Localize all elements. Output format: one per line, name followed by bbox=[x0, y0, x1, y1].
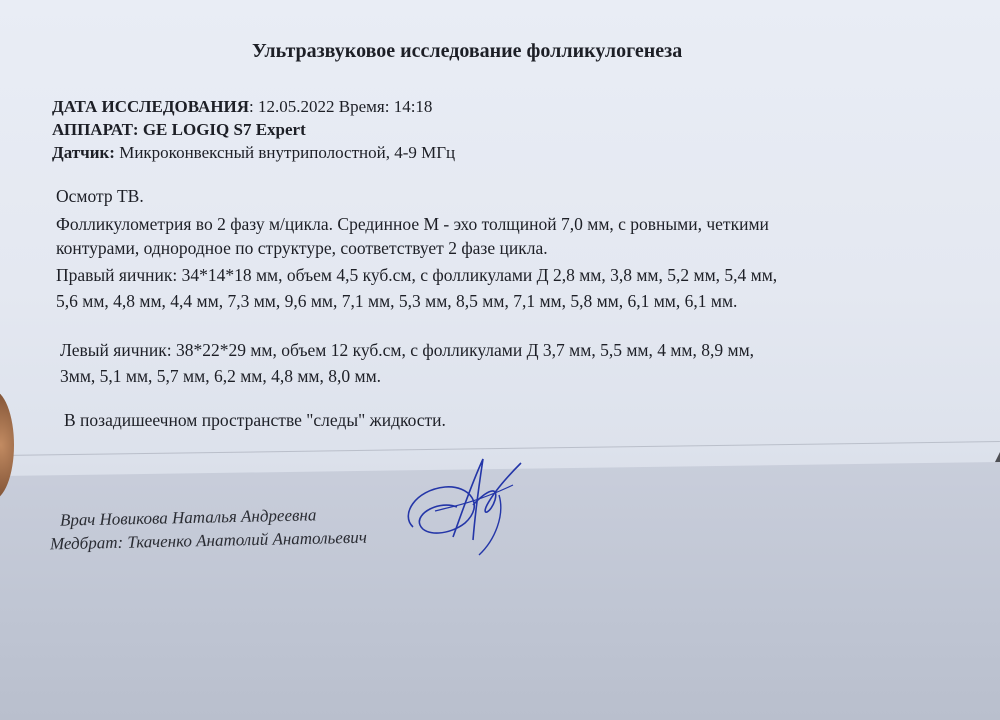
left-ovary-line-2: 3мм, 5,1 мм, 5,7 мм, 6,2 мм, 4,8 мм, 8,0 мм. bbox=[60, 366, 382, 386]
folliculometry-line-1: Фолликулометрия во 2 фазу м/цикла. Срединное М - эхо толщиной 7,0 мм, с ровными, четкими bbox=[56, 214, 769, 234]
exam-date-value: : 12.05.2022 Время: 14:18 bbox=[249, 97, 433, 116]
sensor-value: Микроконвексный внутриполостной, 4-9 МГц bbox=[114, 143, 456, 162]
right-ovary-line-2: 5,6 мм, 4,8 мм, 4,4 мм, 7,3 мм, 9,6 мм, 7,1 мм, 5,3 мм, 8,5 мм, 7,1 мм, 5,8 мм, 6,1 мм, 6,1 мм. bbox=[56, 291, 738, 311]
doctor-signature-line: Врач Новикова Наталья Андреевна bbox=[59, 505, 317, 530]
sensor-line bbox=[52, 143, 455, 163]
device-line: АППАРАТ: GE LOGIQ S7 Expert bbox=[52, 120, 306, 139]
right-ovary-line-1: Правый яичник: 34*14*18 мм, объем 4,5 куб.см, с фолликулами Д 2,8 мм, 3,8 мм, 5,2 мм, 5,4 мм, bbox=[56, 265, 778, 285]
sensor-label: Датчик: bbox=[52, 143, 115, 162]
left-ovary-line-1: Левый яичник: 38*22*29 мм, объем 12 куб.см, с фолликулами Д 3,7 мм, 5,5 мм, 4 мм, 8,9 мм, bbox=[60, 340, 755, 360]
nurse-signature-line: Медбрат: Ткаченко Анатолий Анатольевич bbox=[49, 527, 368, 554]
handwritten-signature bbox=[395, 445, 535, 565]
exam-date-line bbox=[52, 97, 432, 117]
exam-type: Осмотр ТВ. bbox=[56, 186, 144, 206]
fluid-note: В позадишеечном пространстве "следы" жидкости. bbox=[64, 410, 446, 430]
folliculometry-line-2: контурами, однородное по структуре, соответствует 2 фазе цикла. bbox=[56, 238, 548, 258]
exam-date-label: ДАТА ИССЛЕДОВАНИЯ bbox=[52, 97, 250, 116]
document-title: Ультразвуковое исследование фолликулогенеза bbox=[252, 40, 683, 62]
